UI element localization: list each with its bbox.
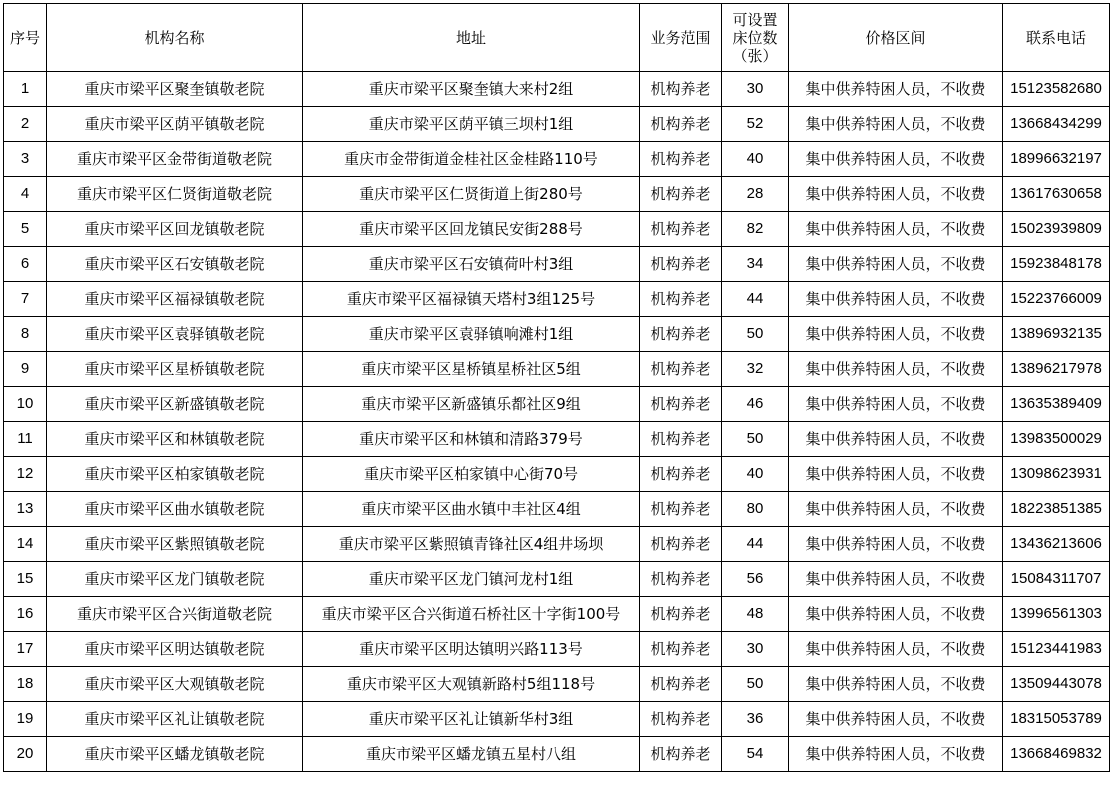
cell-price: 集中供养特困人员，不收费 <box>789 107 1003 142</box>
cell-name: 重庆市梁平区仁贤街道敬老院 <box>47 177 303 212</box>
header-phone: 联系电话 <box>1003 4 1110 72</box>
table-header-row <box>4 4 1110 72</box>
table-row <box>4 177 1110 212</box>
cell-scope: 机构养老 <box>640 352 722 387</box>
cell-beds: 30 <box>722 632 789 667</box>
cell-index: 18 <box>4 667 47 702</box>
cell-phone: 15123441983 <box>1003 632 1110 667</box>
header-beds <box>722 4 789 72</box>
table-row <box>4 282 1110 317</box>
cell-price: 集中供养特困人员，不收费 <box>789 72 1003 107</box>
cell-address: 重庆市梁平区柏家镇中心街70号 <box>303 457 640 492</box>
cell-price: 集中供养特困人员，不收费 <box>789 667 1003 702</box>
table-row <box>4 387 1110 422</box>
cell-scope: 机构养老 <box>640 632 722 667</box>
cell-name: 重庆市梁平区大观镇敬老院 <box>47 667 303 702</box>
cell-price: 集中供养特困人员，不收费 <box>789 352 1003 387</box>
cell-address: 重庆市梁平区回龙镇民安街288号 <box>303 212 640 247</box>
cell-name: 重庆市梁平区合兴街道敬老院 <box>47 597 303 632</box>
cell-phone: 15084311707 <box>1003 562 1110 597</box>
nursing-home-table <box>3 3 1110 772</box>
cell-phone: 15123582680 <box>1003 72 1110 107</box>
cell-phone: 18223851385 <box>1003 492 1110 527</box>
cell-phone: 13509443078 <box>1003 667 1110 702</box>
cell-name: 重庆市梁平区新盛镇敬老院 <box>47 387 303 422</box>
cell-address: 重庆市梁平区合兴街道石桥社区十字街100号 <box>303 597 640 632</box>
cell-price: 集中供养特困人员，不收费 <box>789 177 1003 212</box>
cell-index: 11 <box>4 422 47 457</box>
cell-price: 集中供养特困人员，不收费 <box>789 422 1003 457</box>
cell-address: 重庆市梁平区紫照镇青锋社区4组井场坝 <box>303 527 640 562</box>
cell-phone: 15923848178 <box>1003 247 1110 282</box>
header-beds-line3: （张） <box>732 46 778 65</box>
table-row <box>4 702 1110 737</box>
cell-scope: 机构养老 <box>640 457 722 492</box>
cell-beds: 46 <box>722 387 789 422</box>
cell-beds: 30 <box>722 72 789 107</box>
cell-name: 重庆市梁平区金带街道敬老院 <box>47 142 303 177</box>
cell-index: 5 <box>4 212 47 247</box>
cell-address: 重庆市梁平区明达镇明兴路113号 <box>303 632 640 667</box>
cell-scope: 机构养老 <box>640 527 722 562</box>
cell-scope: 机构养老 <box>640 282 722 317</box>
cell-phone: 18996632197 <box>1003 142 1110 177</box>
cell-scope: 机构养老 <box>640 387 722 422</box>
cell-beds: 50 <box>722 317 789 352</box>
cell-beds: 56 <box>722 562 789 597</box>
cell-index: 12 <box>4 457 47 492</box>
cell-beds: 28 <box>722 177 789 212</box>
cell-index: 8 <box>4 317 47 352</box>
table-row <box>4 667 1110 702</box>
cell-name: 重庆市梁平区聚奎镇敬老院 <box>47 72 303 107</box>
header-beds-line2: 床位数 <box>732 28 778 47</box>
cell-phone: 13896217978 <box>1003 352 1110 387</box>
cell-beds: 54 <box>722 737 789 772</box>
cell-phone: 13996561303 <box>1003 597 1110 632</box>
cell-scope: 机构养老 <box>640 492 722 527</box>
cell-address: 重庆市梁平区蟠龙镇五星村八组 <box>303 737 640 772</box>
cell-address: 重庆市梁平区龙门镇河龙村1组 <box>303 562 640 597</box>
cell-name: 重庆市梁平区礼让镇敬老院 <box>47 702 303 737</box>
cell-scope: 机构养老 <box>640 72 722 107</box>
table-row <box>4 142 1110 177</box>
cell-address: 重庆市梁平区和林镇和清路379号 <box>303 422 640 457</box>
cell-name: 重庆市梁平区龙门镇敬老院 <box>47 562 303 597</box>
cell-price: 集中供养特困人员，不收费 <box>789 387 1003 422</box>
cell-index: 10 <box>4 387 47 422</box>
cell-name: 重庆市梁平区袁驿镇敬老院 <box>47 317 303 352</box>
cell-beds: 44 <box>722 282 789 317</box>
cell-index: 17 <box>4 632 47 667</box>
cell-price: 集中供养特困人员，不收费 <box>789 702 1003 737</box>
table-row <box>4 212 1110 247</box>
cell-price: 集中供养特困人员，不收费 <box>789 737 1003 772</box>
table-row <box>4 492 1110 527</box>
cell-address: 重庆市梁平区聚奎镇大来村2组 <box>303 72 640 107</box>
table-row <box>4 317 1110 352</box>
cell-address: 重庆市梁平区荫平镇三坝村1组 <box>303 107 640 142</box>
cell-address: 重庆市梁平区袁驿镇响滩村1组 <box>303 317 640 352</box>
cell-phone: 15023939809 <box>1003 212 1110 247</box>
cell-index: 6 <box>4 247 47 282</box>
header-price: 价格区间 <box>789 4 1003 72</box>
cell-address: 重庆市梁平区曲水镇中丰社区4组 <box>303 492 640 527</box>
cell-name: 重庆市梁平区蟠龙镇敬老院 <box>47 737 303 772</box>
cell-address: 重庆市梁平区新盛镇乐都社区9组 <box>303 387 640 422</box>
cell-price: 集中供养特困人员，不收费 <box>789 492 1003 527</box>
cell-beds: 32 <box>722 352 789 387</box>
header-name: 机构名称 <box>47 4 303 72</box>
cell-scope: 机构养老 <box>640 142 722 177</box>
cell-scope: 机构养老 <box>640 737 722 772</box>
cell-name: 重庆市梁平区曲水镇敬老院 <box>47 492 303 527</box>
cell-scope: 机构养老 <box>640 562 722 597</box>
cell-beds: 48 <box>722 597 789 632</box>
cell-price: 集中供养特困人员，不收费 <box>789 457 1003 492</box>
cell-scope: 机构养老 <box>640 667 722 702</box>
cell-index: 19 <box>4 702 47 737</box>
cell-beds: 34 <box>722 247 789 282</box>
cell-index: 2 <box>4 107 47 142</box>
cell-beds: 50 <box>722 667 789 702</box>
cell-phone: 15223766009 <box>1003 282 1110 317</box>
cell-scope: 机构养老 <box>640 317 722 352</box>
cell-price: 集中供养特困人员，不收费 <box>789 527 1003 562</box>
cell-phone: 13436213606 <box>1003 527 1110 562</box>
cell-address: 重庆市梁平区仁贤街道上街280号 <box>303 177 640 212</box>
table-row <box>4 247 1110 282</box>
cell-index: 20 <box>4 737 47 772</box>
cell-name: 重庆市梁平区星桥镇敬老院 <box>47 352 303 387</box>
table-row <box>4 562 1110 597</box>
header-scope: 业务范围 <box>640 4 722 72</box>
cell-price: 集中供养特困人员，不收费 <box>789 562 1003 597</box>
cell-address: 重庆市梁平区福禄镇天塔村3组125号 <box>303 282 640 317</box>
cell-beds: 80 <box>722 492 789 527</box>
cell-price: 集中供养特困人员，不收费 <box>789 317 1003 352</box>
header-beds-line1: 可设置 <box>732 10 778 29</box>
cell-name: 重庆市梁平区柏家镇敬老院 <box>47 457 303 492</box>
table-row <box>4 597 1110 632</box>
cell-beds: 52 <box>722 107 789 142</box>
cell-name: 重庆市梁平区明达镇敬老院 <box>47 632 303 667</box>
cell-phone: 13896932135 <box>1003 317 1110 352</box>
cell-index: 1 <box>4 72 47 107</box>
header-address: 地址 <box>303 4 640 72</box>
cell-index: 9 <box>4 352 47 387</box>
cell-address: 重庆市梁平区大观镇新路村5组118号 <box>303 667 640 702</box>
cell-name: 重庆市梁平区回龙镇敬老院 <box>47 212 303 247</box>
cell-price: 集中供养特困人员，不收费 <box>789 212 1003 247</box>
cell-address: 重庆市梁平区石安镇荷叶村3组 <box>303 247 640 282</box>
cell-phone: 13983500029 <box>1003 422 1110 457</box>
cell-beds: 40 <box>722 142 789 177</box>
nursing-home-table-container <box>3 3 1110 772</box>
cell-scope: 机构养老 <box>640 212 722 247</box>
cell-index: 15 <box>4 562 47 597</box>
cell-beds: 40 <box>722 457 789 492</box>
cell-scope: 机构养老 <box>640 177 722 212</box>
cell-beds: 50 <box>722 422 789 457</box>
table-row <box>4 737 1110 772</box>
cell-name: 重庆市梁平区紫照镇敬老院 <box>47 527 303 562</box>
cell-name: 重庆市梁平区福禄镇敬老院 <box>47 282 303 317</box>
cell-scope: 机构养老 <box>640 702 722 737</box>
cell-beds: 36 <box>722 702 789 737</box>
cell-phone: 18315053789 <box>1003 702 1110 737</box>
cell-index: 16 <box>4 597 47 632</box>
table-body <box>4 72 1110 772</box>
cell-price: 集中供养特困人员，不收费 <box>789 597 1003 632</box>
table-row <box>4 632 1110 667</box>
cell-name: 重庆市梁平区和林镇敬老院 <box>47 422 303 457</box>
cell-phone: 13617630658 <box>1003 177 1110 212</box>
cell-scope: 机构养老 <box>640 107 722 142</box>
cell-address: 重庆市梁平区星桥镇星桥社区5组 <box>303 352 640 387</box>
cell-name: 重庆市梁平区荫平镇敬老院 <box>47 107 303 142</box>
table-row <box>4 107 1110 142</box>
header-index: 序号 <box>4 4 47 72</box>
cell-beds: 82 <box>722 212 789 247</box>
table-row <box>4 527 1110 562</box>
cell-beds: 44 <box>722 527 789 562</box>
cell-price: 集中供养特困人员，不收费 <box>789 282 1003 317</box>
cell-index: 14 <box>4 527 47 562</box>
cell-price: 集中供养特困人员，不收费 <box>789 632 1003 667</box>
cell-scope: 机构养老 <box>640 597 722 632</box>
table-row <box>4 72 1110 107</box>
cell-address: 重庆市金带街道金桂社区金桂路110号 <box>303 142 640 177</box>
cell-address: 重庆市梁平区礼让镇新华村3组 <box>303 702 640 737</box>
cell-phone: 13668434299 <box>1003 107 1110 142</box>
table-row <box>4 422 1110 457</box>
cell-index: 7 <box>4 282 47 317</box>
cell-phone: 13635389409 <box>1003 387 1110 422</box>
cell-scope: 机构养老 <box>640 422 722 457</box>
table-row <box>4 457 1110 492</box>
table-row <box>4 352 1110 387</box>
cell-phone: 13098623931 <box>1003 457 1110 492</box>
cell-index: 3 <box>4 142 47 177</box>
cell-phone: 13668469832 <box>1003 737 1110 772</box>
cell-index: 4 <box>4 177 47 212</box>
cell-price: 集中供养特困人员，不收费 <box>789 247 1003 282</box>
cell-name: 重庆市梁平区石安镇敬老院 <box>47 247 303 282</box>
cell-index: 13 <box>4 492 47 527</box>
cell-price: 集中供养特困人员，不收费 <box>789 142 1003 177</box>
cell-scope: 机构养老 <box>640 247 722 282</box>
